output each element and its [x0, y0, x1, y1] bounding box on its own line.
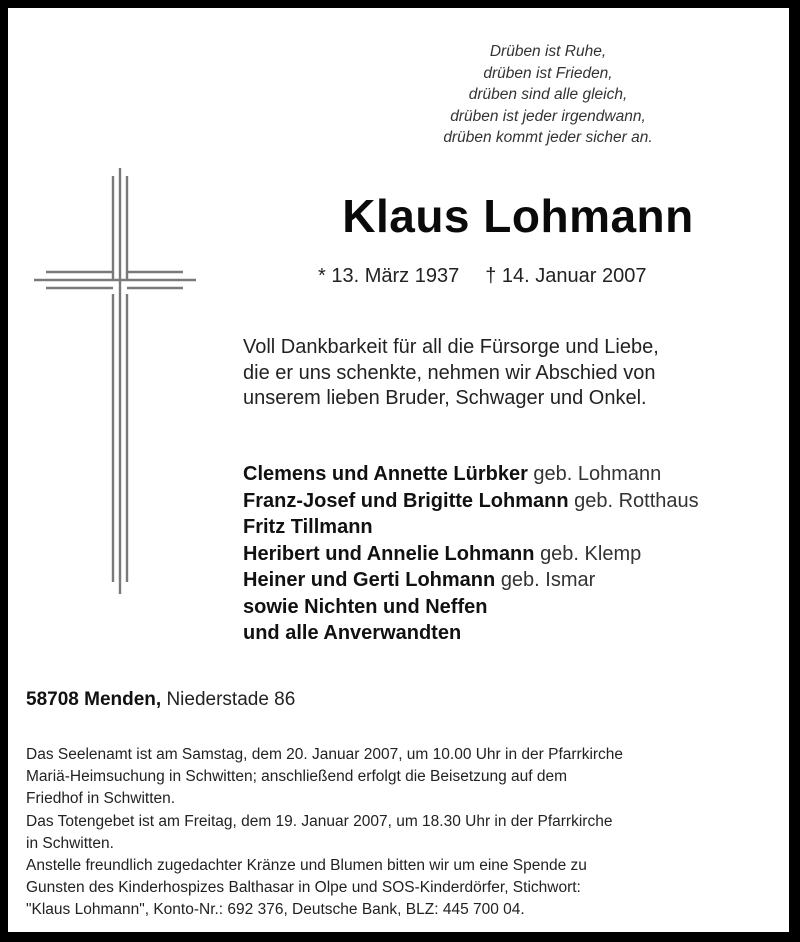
life-dates: [318, 263, 646, 289]
service-details: [26, 744, 623, 922]
family-names: Fritz Tillmann: [243, 516, 373, 538]
poem-line: drüben sind alle gleich,: [468, 86, 628, 103]
family-names: Heribert und Annelie Lohmann: [243, 542, 535, 565]
details-line: "Klaus Lohmann", Konto-Nr.: 692 376, Deutsche Bank, BLZ: 445 700 04.: [26, 901, 525, 919]
family-entry: [243, 461, 699, 488]
thanks-text: [243, 335, 659, 412]
details-line: Anstelle freundlich zugedachter Kränze und Blumen bitten wir um eine Spende zu: [26, 857, 587, 875]
maiden-name: geb. Rotthaus: [574, 489, 699, 512]
poem-line: drüben ist Frieden,: [483, 64, 613, 82]
family-entry: [243, 620, 699, 647]
details-line: Mariä-Heimsuchung in Schwitten; anschließend erfolgt die Beisetzung auf dem: [26, 768, 568, 786]
maiden-name: geb. Lohmann: [533, 463, 662, 485]
cross-icon: [30, 168, 200, 613]
thanks-line: Voll Dankbarkeit für all die Fürsorge und Liebe,: [243, 336, 659, 358]
family-entry: [243, 594, 699, 621]
poem: [388, 41, 708, 149]
obituary-notice: [8, 8, 789, 932]
poem-line: Drüben ist Ruhe,: [489, 43, 607, 60]
thanks-line: unserem lieben Bruder, Schwager und Onkel.: [243, 387, 647, 409]
birth-date: * 13. März 1937: [318, 265, 460, 287]
family-names: Heiner und Gerti Lohmann: [243, 569, 496, 591]
details-line: in Schwitten.: [26, 834, 114, 852]
family-entry: [243, 541, 699, 568]
details-line: Friedhof in Schwitten.: [26, 790, 176, 808]
maiden-name: geb. Ismar: [500, 569, 596, 591]
family-entry: [243, 567, 699, 594]
family-names: und alle Anverwandten: [243, 622, 462, 644]
address: [26, 688, 295, 712]
address-city: 58708 Menden,: [26, 689, 162, 710]
details-line: Gunsten des Kinderhospizes Balthasar in Olpe und SOS-Kinderdörfer, Stichwort:: [26, 879, 581, 897]
death-date: † 14. Januar 2007: [485, 265, 647, 287]
poem-line: drüben kommt jeder sicher an.: [443, 129, 653, 146]
family-names: Franz-Josef und Brigitte Lohmann: [243, 489, 569, 512]
family-names: sowie Nichten und Neffen: [243, 595, 488, 618]
family-entry: [243, 488, 699, 515]
maiden-name: geb. Klemp: [540, 542, 642, 565]
family-entry: [243, 514, 699, 541]
address-street: Niederstade 86: [166, 689, 296, 710]
deceased-name: Klaus Lohmann: [342, 190, 694, 242]
family-names: Clemens und Annette Lürbker: [243, 463, 528, 485]
poem-line: drüben ist jeder irgendwann,: [450, 107, 646, 125]
thanks-line: die er uns schenkte, nehmen wir Abschied von: [243, 361, 656, 384]
family-list: [243, 461, 699, 647]
details-line: Das Seelenamt ist am Samstag, dem 20. Januar 2007, um 10.00 Uhr in der Pfarrkirche: [26, 746, 624, 763]
details-line: Das Totengebet ist am Freitag, dem 19. Januar 2007, um 18.30 Uhr in der Pfarrkirche: [26, 812, 613, 830]
